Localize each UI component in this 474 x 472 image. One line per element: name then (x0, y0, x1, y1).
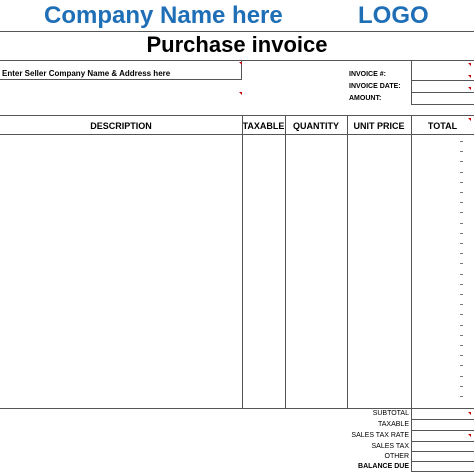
comment-marker (239, 62, 242, 65)
title-divider (0, 60, 474, 61)
comment-marker (468, 412, 471, 415)
total-cell-dash (460, 274, 463, 275)
invoice-title: Purchase invoice (146, 32, 328, 57)
balance-due-label: BALANCE DUE (358, 463, 409, 470)
taxable-field[interactable] (411, 430, 474, 431)
logo-placeholder: LOGO (358, 2, 429, 29)
total-cell-dash (460, 253, 463, 254)
total-cell-dash (460, 182, 463, 183)
subtotal-label: SUBTOTAL (372, 410, 409, 417)
sales-tax-label: SALES TAX (371, 443, 409, 450)
total-cell-dash (460, 304, 463, 305)
total-cell-dash (460, 376, 463, 377)
total-cell-dash (460, 243, 463, 244)
invoice-number-label: INVOICE #: (349, 71, 386, 78)
total-cell-dash (460, 396, 463, 397)
total-cell-dash (460, 141, 463, 142)
column-header-description: DESCRIPTION (90, 121, 152, 131)
subtotal-field[interactable] (411, 419, 474, 420)
sales-tax-rate-field[interactable] (411, 441, 474, 442)
other-label: OTHER (384, 453, 409, 460)
invoice-date-label: INVOICE DATE: (349, 83, 401, 90)
comment-marker (468, 118, 471, 121)
sales-tax-field[interactable] (411, 451, 474, 452)
table-top-border (0, 115, 474, 116)
company-name: Company Name here (44, 2, 283, 29)
other-field[interactable] (411, 461, 474, 462)
total-cell-dash (460, 161, 463, 162)
total-cell-dash (460, 263, 463, 264)
total-cell-dash (460, 325, 463, 326)
total-cell-dash (460, 386, 463, 387)
total-cell-dash (460, 345, 463, 346)
meta-value-border (411, 61, 412, 104)
taxable-label: TAXABLE (378, 421, 409, 428)
line-items-area[interactable] (0, 135, 411, 408)
comment-marker (468, 75, 471, 78)
seller-underline (0, 79, 242, 80)
total-cell-dash (460, 172, 463, 173)
invoice-date-field[interactable] (411, 92, 474, 93)
total-cell-dash (460, 192, 463, 193)
total-cell-dash (460, 365, 463, 366)
sales-tax-rate-label: SALES TAX RATE (351, 432, 409, 439)
seller-address-field[interactable]: Enter Seller Company Name & Address here (2, 69, 171, 78)
invoice-number-field[interactable] (411, 80, 474, 81)
total-cell-dash (460, 233, 463, 234)
comment-marker (468, 87, 471, 90)
total-cell-dash (460, 202, 463, 203)
total-cell-dash (460, 284, 463, 285)
comment-marker (468, 63, 471, 66)
column-header-unit-price: UNIT PRICE (353, 121, 405, 131)
total-cell-dash (460, 212, 463, 213)
table-bottom-border (0, 408, 474, 409)
total-cell-dash (460, 335, 463, 336)
amount-label: AMOUNT: (349, 95, 382, 102)
amount-field[interactable] (411, 104, 474, 105)
comment-marker (239, 92, 242, 95)
column-header-total: TOTAL (427, 121, 458, 131)
comment-marker (468, 434, 471, 437)
total-cell-dash (460, 151, 463, 152)
total-cell-dash (460, 355, 463, 356)
total-cell-dash (460, 294, 463, 295)
column-header-quantity: QUANTITY (293, 121, 339, 131)
total-cell-dash (460, 314, 463, 315)
column-header-taxable: TAXABLE (242, 121, 285, 131)
total-cell-dash (460, 223, 463, 224)
